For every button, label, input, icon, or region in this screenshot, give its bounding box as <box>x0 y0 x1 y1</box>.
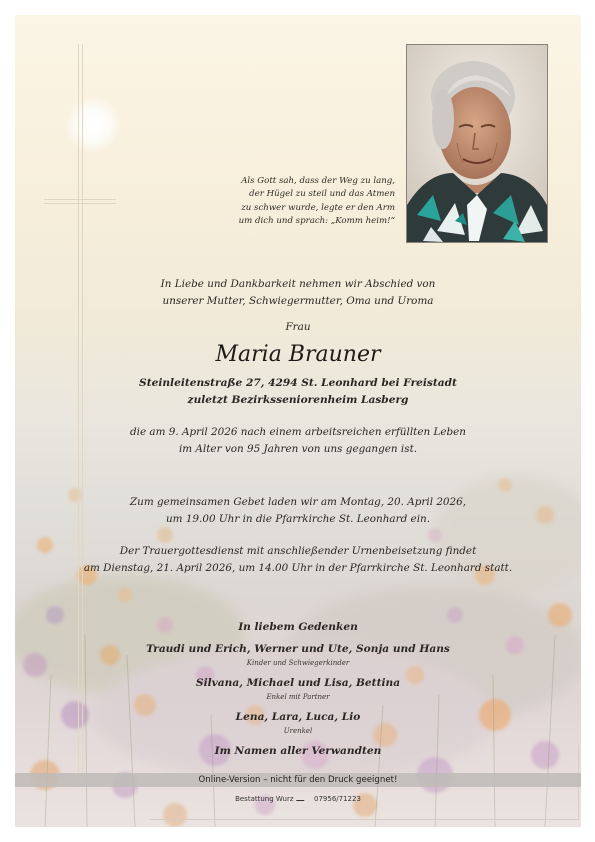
mourner-group <box>15 641 581 669</box>
cross-horizontal-beam <box>44 199 116 204</box>
frame-line-bottom <box>150 819 579 820</box>
mourners-heading: In liebem Gedenken <box>238 621 358 633</box>
portrait-photo <box>406 44 548 243</box>
poem-line: um dich und sprach: „Komm heim!“ <box>238 216 395 227</box>
sun-glow <box>65 97 121 153</box>
address-line: zuletzt Bezirksseniorenheim Lasberg <box>187 394 409 406</box>
service-line: Der Trauergottesdienst mit anschließender Urnenbeisetzung findet <box>119 545 477 557</box>
mourner-group <box>15 675 581 703</box>
service-announcement <box>15 543 581 577</box>
funeral-home-logo-mark <box>296 794 308 801</box>
mourner-names: Traudi und Erich, Werner und Ute, Sonja und Hans <box>146 643 450 655</box>
funeral-home-footer <box>15 794 581 803</box>
funeral-home-phone: 07956/71223 <box>314 795 361 803</box>
poem-line: der Hügel zu steil und das Atmen <box>249 189 395 200</box>
funeral-home-name: Bestattung Wurz <box>235 795 294 803</box>
deceased-name: Maria Brauner <box>215 342 381 367</box>
mourner-relation: Urenkel <box>283 727 313 735</box>
prayer-line: um 19.00 Uhr in die Pfarrkirche St. Leonhard ein. <box>165 513 431 525</box>
mourner-relation: Kinder und Schwiegerkinder <box>246 659 350 667</box>
mourner-group <box>15 709 581 737</box>
poem <box>220 175 395 229</box>
service-line: am Dienstag, 21. April 2026, um 14.00 Uhr in der Pfarrkirche St. Leonhard statt. <box>83 562 513 574</box>
online-version-notice: Online-Version – nicht für den Druck geeignet! <box>15 773 581 787</box>
mourner-names: Silvana, Michael und Lisa, Bettina <box>195 677 401 689</box>
intro-text <box>15 276 581 310</box>
obituary-card <box>15 15 581 827</box>
prayer-announcement <box>15 494 581 528</box>
mourner-relation: Enkel mit Partner <box>266 693 330 701</box>
intro-line: In Liebe und Dankbarkeit nehmen wir Abschied von <box>160 278 436 290</box>
poem-line: zu schwer wurde, legte er den Arm <box>241 202 395 213</box>
intro-line: unserer Mutter, Schwiegermutter, Oma und Uroma <box>162 295 434 307</box>
death-line: die am 9. April 2026 nach einem arbeitsreichen erfüllten Leben <box>129 426 467 438</box>
prayer-line: Zum gemeinsamen Gebet laden wir am Montag, 20. April 2026, <box>129 496 467 508</box>
death-line: im Alter von 95 Jahren von uns gegangen ist. <box>178 443 418 455</box>
salutation: Frau <box>285 321 311 333</box>
mourner-names: Lena, Lara, Luca, Lio <box>235 711 361 723</box>
deceased-address <box>15 375 581 409</box>
address-line: Steinleitenstraße 27, 4294 St. Leonhard bei Freistadt <box>139 377 457 389</box>
poem-line: Als Gott sah, dass der Weg zu lang, <box>241 176 395 186</box>
death-notice <box>15 424 581 458</box>
closing-line: Im Namen aller Verwandten <box>214 745 382 757</box>
